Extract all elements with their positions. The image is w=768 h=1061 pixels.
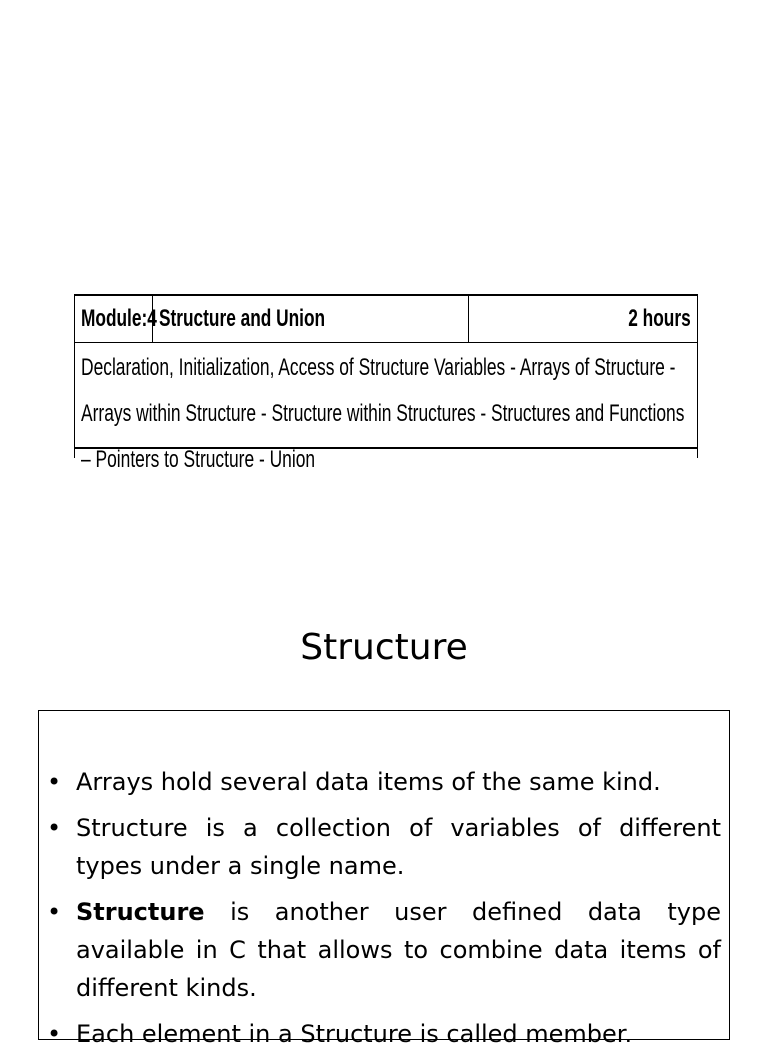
bullet-item	[39, 893, 729, 1007]
module-hours-cell	[469, 296, 697, 342]
module-description-row	[75, 343, 697, 473]
module-description: Declaration, Initialization, Access of Structure Variables - Arrays of Structure - Arrays within Structure - Structure within Structures - Structures and Functions – Pointers to Structure - Union	[81, 354, 685, 473]
slide-title: Structure	[300, 627, 468, 668]
module-hours: 2 hours	[628, 305, 691, 332]
bullet-list	[39, 763, 729, 1061]
bullet-text: Arrays hold several data items of the same kind.	[76, 768, 661, 796]
module-header-row	[75, 296, 697, 343]
module-title: Structure and Union	[159, 305, 326, 332]
bullet-item	[39, 1015, 729, 1053]
content-box	[38, 710, 730, 1048]
bullet-item	[39, 763, 729, 801]
bullet-item	[39, 809, 729, 885]
module-id: Module:4	[81, 305, 157, 332]
bullet-text: is another user defined data type available in C that allows to combine data items of different kinds.	[76, 898, 721, 1002]
module-table	[74, 294, 698, 473]
module-id-cell	[75, 296, 157, 342]
bullet-text: Structure is a collection of variables of different types under a single name.	[76, 814, 721, 880]
module-title-cell	[153, 296, 469, 342]
bullet-text: Each element in a Structure is called member.	[76, 1020, 633, 1048]
bullet-bold: Structure	[76, 898, 205, 926]
